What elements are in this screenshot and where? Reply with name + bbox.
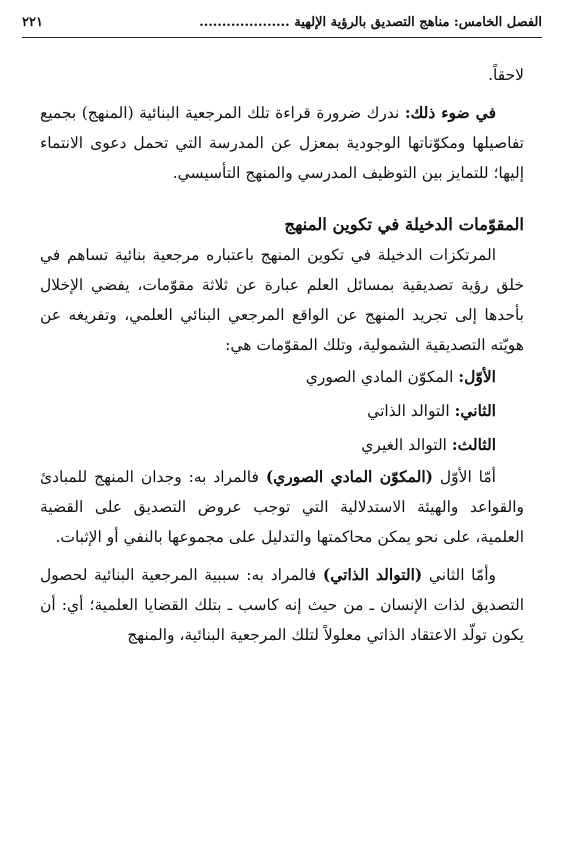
list-item-1 <box>40 360 524 394</box>
paragraph-2: المرتكزات الدخيلة في تكوين المنهج باعتباره مرجعية بنائية تساهم في خلق رؤية تصديقية بمسائل العلم عبارة عن ثلاثة مقوّمات، يفضي الإخلال بأحدها إلى تجريد المنهج عن الواقع المرجعي البنائي العلمي، وتفريغه عن هويّته التصديقية الشمولية، وتلك المقوّمات هي: <box>40 246 524 354</box>
list-item-2 <box>40 394 524 428</box>
list-item-1-label: الأوّل: <box>458 367 496 386</box>
list-item-3 <box>40 428 524 462</box>
body-text <box>40 60 524 650</box>
list-item-3-label: الثالث: <box>451 435 496 454</box>
list-item-1-text: المكوّن المادي الصوري <box>305 368 459 386</box>
list-item-2-text: التوالد الذاتي <box>367 402 455 420</box>
paragraph-3-term: (المكوّن المادي الصوري) <box>265 467 433 486</box>
paragraph-3: أمّا الأوّل (المكوّن المادي الصوري) فالمراد به: وجدان المنهج للمبادئ والقواعد والهيئة الاستدلالية التي توجب عروض التصديق على القضية العلمية، على نحو يمكن محاكمتها والتدليل على مجموعها بالنفي أو الإثبات. <box>40 467 524 546</box>
chapter-title: الفصل الخامس: مناهج التصديق بالرؤية الإلهية .................... <box>199 14 542 30</box>
list-item-3-text: التوالد الغيري <box>361 436 452 454</box>
paragraph-1-lead: في ضوء ذلك: <box>404 103 496 122</box>
paragraph-4-term: (التوالد الذاتي) <box>322 565 423 584</box>
header-rule <box>22 37 542 38</box>
paragraph-1-text: ندرك ضرورة قراءة تلك المرجعية البنائية (المنهج) بجميع تفاصيلها ومكوّناتها الوجودية بمعزل عن المدرسة التي تحمل دعوى الانتماء إليها؛ للتمايز بين التوظيف المدرسي والمنهج التأسيسي. <box>40 104 524 182</box>
list-item-2-label: الثاني: <box>454 401 496 420</box>
page-number: ٢٢١ <box>22 14 43 30</box>
paragraph-4: وأمّا الثاني (التوالد الذاتي) فالمراد به: سببية المرجعية البنائية لحصول التصديق لذات الإنسان ـ من حيث إنه كاسب ـ بتلك القضايا العلمية؛ أي: أن يكون تولّد الاعتقاد الذاتي معلولاً لتلك المرجعية البنائية، والمنهج <box>40 565 524 644</box>
running-header <box>22 10 542 34</box>
section-heading: المقوّمات الدخيلة في تكوين المنهج <box>284 215 524 234</box>
paragraph-continuation: لاحقاً. <box>488 66 524 84</box>
paragraph-1 <box>40 98 524 188</box>
